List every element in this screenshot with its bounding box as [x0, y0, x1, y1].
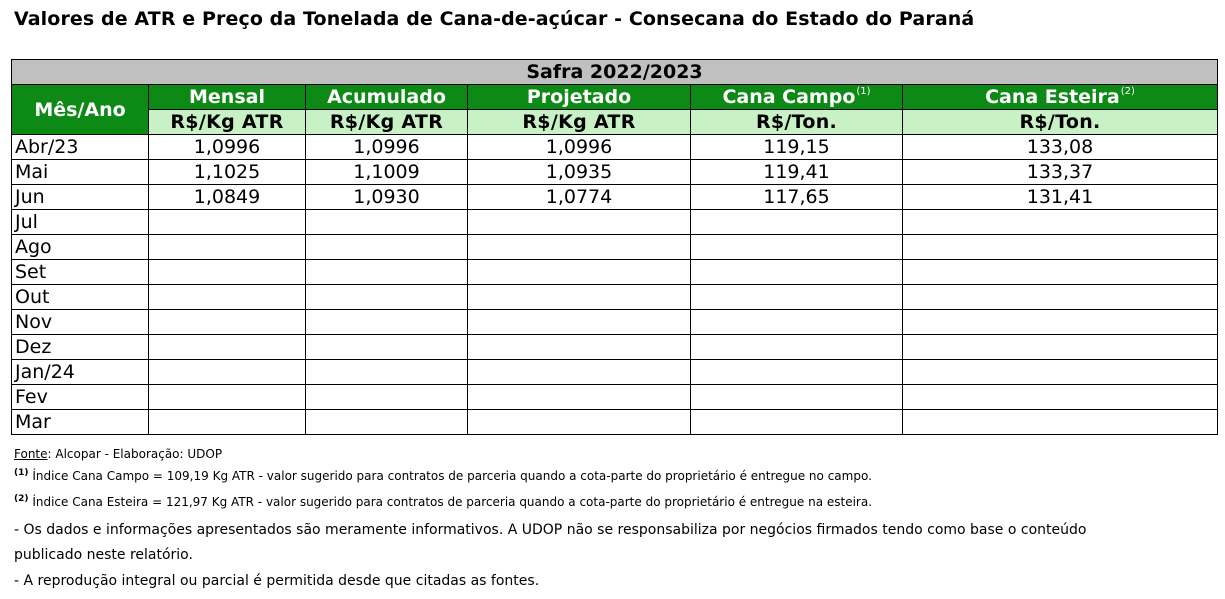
- header-mensal: Mensal: [149, 85, 306, 110]
- header-cana-esteira-label: Cana Esteira: [985, 86, 1120, 108]
- cell-projetado: [468, 410, 691, 435]
- cell-mensal: [149, 385, 306, 410]
- cell-acumulado: [306, 210, 468, 235]
- cell-acumulado: [306, 410, 468, 435]
- cell-esteira: [903, 235, 1218, 260]
- disclaimer-line-1: - Os dados e informações apresentados são meramente informativos. A UDOP não se responsabiliza por negócios firmados tendo como base o conteúdo: [14, 522, 1087, 538]
- cell-mensal: [149, 335, 306, 360]
- cell-esteira: [903, 285, 1218, 310]
- cell-mensal: 1,0996: [149, 135, 306, 160]
- cell-projetado: [468, 260, 691, 285]
- cell-campo: [691, 210, 903, 235]
- table-row: [12, 310, 1218, 335]
- cell-campo: [691, 310, 903, 335]
- cell-acumulado: [306, 360, 468, 385]
- cell-acumulado: [306, 285, 468, 310]
- cell-month: Fev: [12, 385, 149, 410]
- footnote-marker-1: (1): [856, 86, 871, 97]
- cell-month: Nov: [12, 310, 149, 335]
- atr-price-table: [11, 59, 1218, 435]
- page-title: Valores de ATR e Preço da Tonelada de Cana-de-açúcar - Consecana do Estado do Paraná: [14, 8, 975, 30]
- cell-month: Mai: [12, 160, 149, 185]
- header-cana-esteira: [903, 85, 1218, 110]
- cell-campo: [691, 285, 903, 310]
- unit-projetado: R$/Kg ATR: [468, 110, 691, 135]
- cell-mensal: 1,0849: [149, 185, 306, 210]
- cell-acumulado: [306, 235, 468, 260]
- table-row: [12, 210, 1218, 235]
- cell-campo: [691, 260, 903, 285]
- cell-projetado: [468, 360, 691, 385]
- header-cana-campo-label: Cana Campo: [722, 86, 856, 108]
- footnote-1-marker: (1): [14, 468, 29, 478]
- unit-cana-campo: R$/Ton.: [691, 110, 903, 135]
- cell-month: Abr/23: [12, 135, 149, 160]
- cell-campo: 117,65: [691, 185, 903, 210]
- cell-mensal: [149, 210, 306, 235]
- table-row: [12, 135, 1218, 160]
- cell-mensal: [149, 310, 306, 335]
- cell-campo: [691, 410, 903, 435]
- cell-projetado: [468, 335, 691, 360]
- header-cana-campo: [691, 85, 903, 110]
- footnote-2: [14, 495, 872, 509]
- cell-acumulado: [306, 335, 468, 360]
- cell-month: Dez: [12, 335, 149, 360]
- cell-acumulado: [306, 385, 468, 410]
- cell-mensal: [149, 360, 306, 385]
- cell-projetado: [468, 210, 691, 235]
- cell-acumulado: [306, 260, 468, 285]
- cell-campo: 119,41: [691, 160, 903, 185]
- table-row: [12, 185, 1218, 210]
- footnote-2-marker: (2): [14, 494, 29, 504]
- cell-mensal: [149, 410, 306, 435]
- cell-acumulado: [306, 310, 468, 335]
- cell-campo: [691, 385, 903, 410]
- cell-month: Jun: [12, 185, 149, 210]
- cell-esteira: 131,41: [903, 185, 1218, 210]
- cell-month: Ago: [12, 235, 149, 260]
- footnote-1: [14, 469, 872, 483]
- footnote-2-text: Índice Cana Esteira = 121,97 Kg ATR - valor sugerido para contratos de parceria quando a cota-parte do proprietário é entregue na esteira.: [28, 495, 873, 509]
- cell-projetado: 1,0996: [468, 135, 691, 160]
- cell-projetado: [468, 285, 691, 310]
- cell-campo: [691, 360, 903, 385]
- source-text: : Alcopar - Elaboração: UDOP: [47, 447, 223, 461]
- cell-month: Jul: [12, 210, 149, 235]
- cell-esteira: [903, 335, 1218, 360]
- unit-cana-esteira: R$/Ton.: [903, 110, 1218, 135]
- cell-esteira: [903, 310, 1218, 335]
- disclaimer-line-3: - A reprodução integral ou parcial é permitida desde que citadas as fontes.: [14, 573, 540, 589]
- unit-mensal: R$/Kg ATR: [149, 110, 306, 135]
- table-row: [12, 260, 1218, 285]
- table-row: [12, 160, 1218, 185]
- cell-projetado: [468, 310, 691, 335]
- cell-mensal: [149, 235, 306, 260]
- cell-month: Out: [12, 285, 149, 310]
- header-acumulado: Acumulado: [306, 85, 468, 110]
- cell-acumulado: 1,1009: [306, 160, 468, 185]
- cell-campo: [691, 335, 903, 360]
- footnote-marker-2: (2): [1120, 86, 1135, 97]
- cell-acumulado: 1,0930: [306, 185, 468, 210]
- unit-acumulado: R$/Kg ATR: [306, 110, 468, 135]
- table-row: [12, 360, 1218, 385]
- safra-header-row: [12, 60, 1218, 85]
- source-label: Fonte: [14, 447, 48, 461]
- cell-month: Set: [12, 260, 149, 285]
- cell-projetado: 1,0774: [468, 185, 691, 210]
- cell-campo: [691, 235, 903, 260]
- cell-esteira: [903, 260, 1218, 285]
- cell-projetado: 1,0935: [468, 160, 691, 185]
- cell-projetado: [468, 235, 691, 260]
- cell-mensal: [149, 285, 306, 310]
- cell-mensal: [149, 260, 306, 285]
- footnote-1-text: Índice Cana Campo = 109,19 Kg ATR - valor sugerido para contratos de parceria quando a cota-parte do proprietário é entregue no campo.: [28, 469, 872, 483]
- cell-esteira: [903, 410, 1218, 435]
- cell-projetado: [468, 385, 691, 410]
- header-projetado: Projetado: [468, 85, 691, 110]
- header-mes-ano: Mês/Ano: [12, 85, 149, 135]
- cell-esteira: [903, 210, 1218, 235]
- table-row: [12, 235, 1218, 260]
- table-row: [12, 335, 1218, 360]
- cell-campo: 119,15: [691, 135, 903, 160]
- unit-header-row: [12, 110, 1218, 135]
- cell-month: Jan/24: [12, 360, 149, 385]
- safra-label: Safra 2022/2023: [12, 60, 1218, 85]
- table-row: [12, 285, 1218, 310]
- cell-mensal: 1,1025: [149, 160, 306, 185]
- column-header-row: [12, 85, 1218, 110]
- table-row: [12, 385, 1218, 410]
- cell-esteira: [903, 360, 1218, 385]
- source-line: [14, 447, 222, 461]
- disclaimer-line-2: publicado neste relatório.: [14, 547, 193, 563]
- cell-month: Mar: [12, 410, 149, 435]
- table-row: [12, 410, 1218, 435]
- cell-esteira: [903, 385, 1218, 410]
- cell-acumulado: 1,0996: [306, 135, 468, 160]
- cell-esteira: 133,37: [903, 160, 1218, 185]
- cell-esteira: 133,08: [903, 135, 1218, 160]
